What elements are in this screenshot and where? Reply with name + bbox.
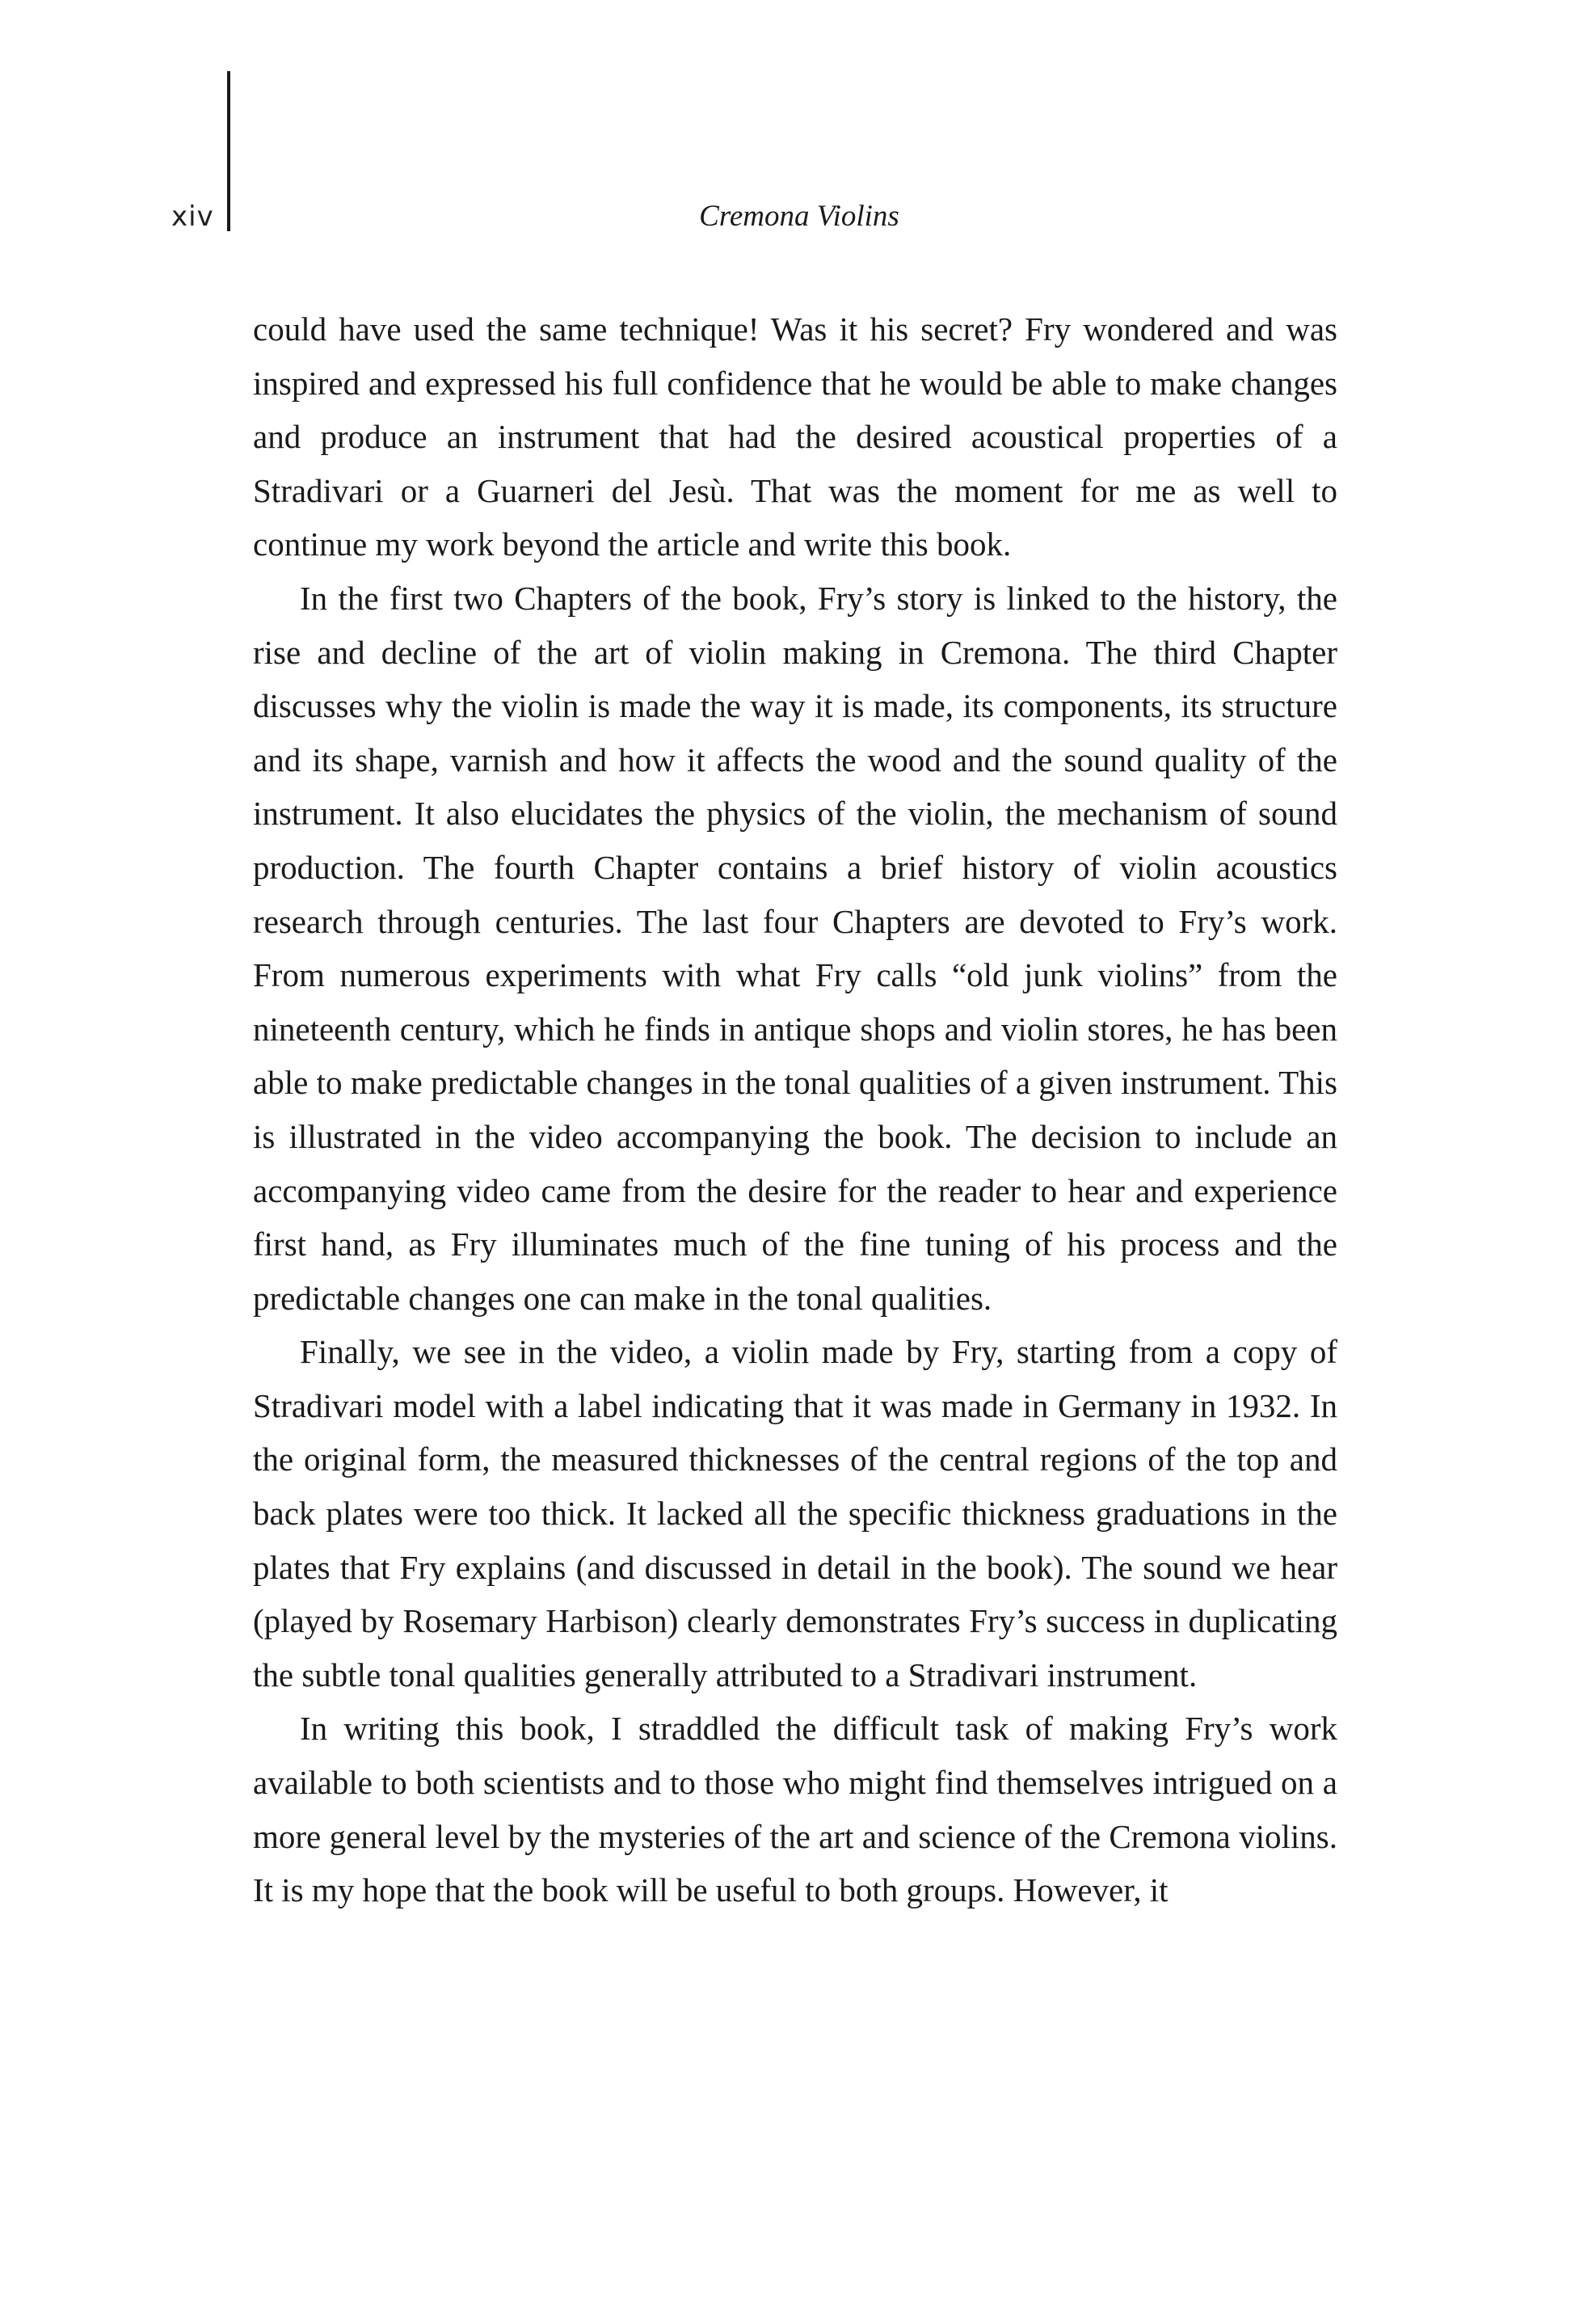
paragraph-1: could have used the same technique! Was it his secret? Fry wondered and was inspired and expressed his full confidence that he would be able to make changes and produce an instrument that had the desired acoustical properties of a Stradivari or a Guarneri del Jesù. That was the moment for me as well to continue my work beyond the article and write this book. bbox=[253, 310, 1337, 563]
paragraph-3: Finally, we see in the video, a violin made by Fry, starting from a copy of Stradivari model with a label indicating that it was made in Germany in 1932. In the original form, the measured thicknesses of the central regions of the top and back plates were too thick. It lacked all the specific thickness graduations in the plates that Fry explains (and discussed in detail in the book). The sound we hear (played by Rosemary Harbison) clearly demonstrates Fry’s success in duplicating the subtle tonal qualities generally attributed to a Stradivari instrument. bbox=[253, 1333, 1337, 1693]
body-text bbox=[253, 302, 1337, 1917]
paragraph-2: In the first two Chapters of the book, Fry’s story is linked to the history, the rise and decline of the art of violin making in Cremona. The third Chapter discusses why the violin is made the way it is made, its components, its structure and its shape, varnish and how it affects the wood and the sound quality of the instrument. It also elucidates the physics of the violin, the mechanism of sound production. The fourth Chapter contains a brief history of violin acoustics research through centuries. The last four Chapters are devoted to Fry’s work. From numerous experiments with what Fry calls “old junk violins” from the nineteenth century, which he finds in antique shops and violin stores, he has been able to make predictable changes in the tonal qualities of a given instrument. This is illustrated in the video accompanying the book. The decision to include an accompanying video came from the desire for the reader to hear and experience first hand, as Fry illuminates much of the fine tuning of his process and the predictable changes one can make in the tonal qualities. bbox=[253, 579, 1337, 1317]
page-number: xiv bbox=[171, 200, 214, 233]
paragraph-4: In writing this book, I straddled the difficult task of making Fry’s work available to both scientists and to those who might find themselves intrigued on a more general level by the mysteries of the art and science of the Cremona violins. It is my hope that the book will be useful to both groups. However, it bbox=[253, 1710, 1337, 1909]
running-title: Cremona Violins bbox=[699, 200, 899, 233]
